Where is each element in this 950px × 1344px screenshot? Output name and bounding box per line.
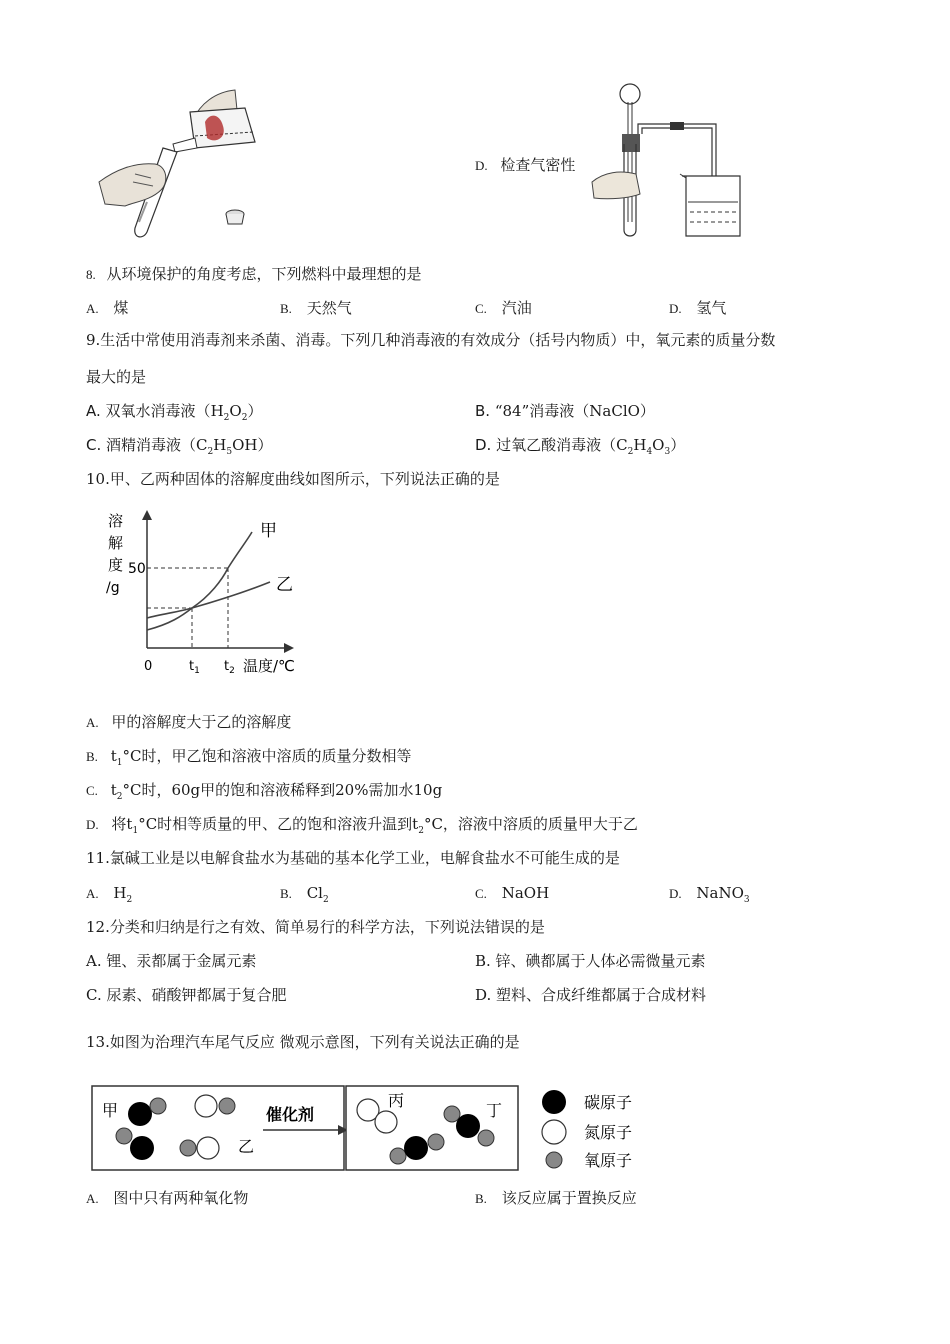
q7-option-d-letter: D. xyxy=(475,158,488,173)
curve-label-yi: 乙 xyxy=(276,575,293,595)
reaction-micro-diagram xyxy=(88,1080,648,1180)
q11-option-c[interactable]: C. NaOH xyxy=(475,884,550,902)
q8-stem: 从环境保护的角度考虑，下列燃料中最理想的是 xyxy=(106,265,422,283)
q13-stem: 13.如图为治理汽车尾气反应 微观示意图，下列有关说法正确的是 xyxy=(86,1033,520,1051)
label-yi: 乙 xyxy=(238,1137,255,1156)
legend-oxygen: 氧原子 xyxy=(584,1151,633,1170)
catalyst-label: 催化剂 xyxy=(266,1105,315,1124)
q12-option-b[interactable]: B. 锌、碘都属于人体必需微量元素 xyxy=(475,952,706,970)
q9-option-b[interactable]: B. “84”消毒液（NaClO） xyxy=(475,402,655,420)
q11-option-b[interactable]: B. $Cl_2$ xyxy=(280,884,329,905)
airtightness-check-illustration xyxy=(590,82,750,242)
legend-carbon: 碳原子 xyxy=(584,1093,633,1112)
y-label-char-1: 溶 xyxy=(108,512,124,530)
x-tick-t1: $t_1$ xyxy=(189,659,200,676)
x-axis-label: 温度/℃ xyxy=(243,657,295,675)
q8-option-c[interactable]: C. 汽油 xyxy=(475,299,532,317)
q11-option-d[interactable]: D. NaNO$_3$ xyxy=(669,884,750,905)
q12-option-a[interactable]: A. 锂、汞都属于金属元素 xyxy=(86,952,257,970)
y-label-char-2: 解 xyxy=(108,534,124,552)
q10-option-c[interactable]: C. $t_2^\circ C$时，60g甲的饱和溶液稀释到20%需加水10g xyxy=(86,781,443,802)
solubility-curve-chart xyxy=(100,506,310,681)
q11-option-a[interactable]: A. $H_2$ xyxy=(86,884,133,905)
q10-stem: 10.甲、乙两种固体的溶解度曲线如图所示，下列说法正确的是 xyxy=(86,470,500,488)
y-label-char-4: /g xyxy=(106,580,120,596)
q8-option-d[interactable]: D. 氢气 xyxy=(669,299,727,317)
q9-option-d[interactable]: D. 过氧乙酸消毒液$(C_2H_4O_3)$ xyxy=(475,436,686,457)
y-label-char-3: 度 xyxy=(108,556,124,574)
q13-option-a[interactable]: A. 图中只有两种氧化物 xyxy=(86,1189,249,1207)
label-jia: 甲 xyxy=(102,1101,119,1120)
curve-yi xyxy=(147,582,270,618)
q8-number: 8. xyxy=(86,267,96,282)
y-tick-50: 50 xyxy=(128,561,146,577)
q9-stem-line1: 9.生活中常使用消毒剂来杀菌、消毒。下列几种消毒液的有效成分（括号内物质）中，氧元素的质量分数 xyxy=(86,331,776,349)
q10-option-a[interactable]: A. 甲的溶解度大于乙的溶解度 xyxy=(86,713,292,731)
q11-stem: 11.氯碱工业是以电解食盐水为基础的基本化学工业，电解食盐水不可能生成的是 xyxy=(86,849,620,867)
legend-nitrogen: 氮原子 xyxy=(584,1123,633,1142)
x-tick-t2: $t_2$ xyxy=(224,659,235,676)
pouring-liquid-illustration xyxy=(95,82,285,242)
label-ding: 丁 xyxy=(486,1101,503,1120)
q9-stem-line2: 最大的是 xyxy=(86,368,147,386)
curve-label-jia: 甲 xyxy=(260,521,277,541)
q12-option-d[interactable]: D. 塑料、合成纤维都属于合成材料 xyxy=(475,986,707,1004)
origin-label: 0 xyxy=(144,659,153,674)
q9-option-a[interactable]: A. 双氧水消毒液$(H_2O_2)$ xyxy=(86,402,263,423)
q12-option-c[interactable]: C. 尿素、硝酸钾都属于复合肥 xyxy=(86,986,287,1004)
q9-option-c[interactable]: C. 酒精消毒液$(C_2H_5OH)$ xyxy=(86,436,273,457)
q8-option-b[interactable]: B. 天然气 xyxy=(280,299,352,317)
q13-option-b[interactable]: B. 该反应属于置换反应 xyxy=(475,1189,637,1207)
label-bing: 丙 xyxy=(388,1091,405,1110)
q7-option-d-text: 检查气密性 xyxy=(500,156,576,174)
q8-option-a[interactable]: A. 煤 xyxy=(86,299,129,317)
q10-option-b[interactable]: B. $t_1^\circ C$时，甲乙饱和溶液中溶质的质量分数相等 xyxy=(86,747,412,768)
q10-option-d[interactable]: D. 将$t_1^\circ C$时相等质量的甲、乙的饱和溶液升温到$t_2^\circ C$，溶液中溶质的质量甲大于乙 xyxy=(86,815,638,836)
curve-jia xyxy=(147,532,252,630)
q12-stem: 12.分类和归纳是行之有效、简单易行的科学方法，下列说法错误的是 xyxy=(86,918,545,936)
